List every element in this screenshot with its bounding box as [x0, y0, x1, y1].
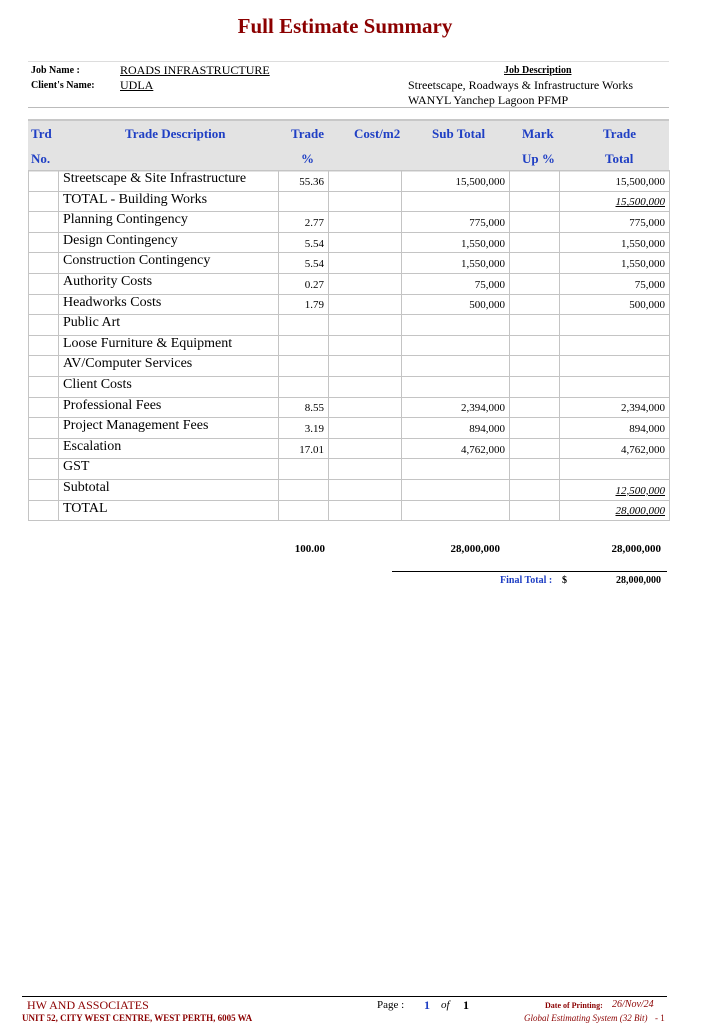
sub-total-cell: 1,550,000 — [402, 232, 510, 253]
table-row — [29, 171, 670, 192]
trd-no-cell — [29, 294, 59, 315]
table-row — [29, 212, 670, 233]
trade-description-cell: TOTAL — [59, 500, 279, 521]
trade-pct-cell — [279, 459, 329, 480]
job-description-line2: WANYL Yanchep Lagoon PFMP — [408, 93, 569, 107]
header-sub-total: Sub Total — [432, 126, 486, 141]
trd-no-cell — [29, 438, 59, 459]
cost-m2-cell — [329, 459, 402, 480]
mark-up-cell — [510, 500, 560, 521]
mark-up-cell — [510, 232, 560, 253]
trd-no-cell — [29, 418, 59, 439]
header-trade-total: Trade — [603, 126, 636, 141]
footer-address: UNIT 52, CITY WEST CENTRE, WEST PERTH, 6005 WA — [22, 1013, 253, 1023]
footer-date-label: Date of Printing: — [545, 1001, 603, 1010]
table-row — [29, 500, 670, 521]
trade-total-cell: 500,000 — [560, 294, 670, 315]
final-total-label: Final Total : — [500, 575, 553, 586]
trd-no-cell — [29, 212, 59, 233]
trd-no-cell — [29, 376, 59, 397]
trade-pct-cell — [279, 335, 329, 356]
job-description-label: Job Description — [504, 65, 572, 76]
trade-total-cell: 12,500,000 — [560, 479, 670, 500]
page-title: Full Estimate Summary — [237, 14, 453, 38]
trd-no-cell — [29, 479, 59, 500]
sub-total-cell: 75,000 — [402, 273, 510, 294]
client-name-value: UDLA — [120, 78, 154, 92]
header-mark: Mark — [522, 126, 554, 141]
table-row — [29, 459, 670, 480]
table-row — [29, 335, 670, 356]
trade-pct-cell — [279, 479, 329, 500]
job-name-value: ROADS INFRASTRUCTURE — [120, 63, 270, 77]
trd-no-cell — [29, 171, 59, 192]
trade-total-cell — [560, 315, 670, 336]
trade-description-cell: Loose Furniture & Equipment — [59, 335, 279, 356]
trd-no-cell — [29, 335, 59, 356]
mark-up-cell — [510, 273, 560, 294]
mark-up-cell — [510, 212, 560, 233]
cost-m2-cell — [329, 438, 402, 459]
client-name-label: Client's Name: — [31, 80, 95, 91]
trade-pct-cell — [279, 315, 329, 336]
header-mark-up-pct: Up % — [522, 151, 555, 166]
trd-no-cell — [29, 500, 59, 521]
cost-m2-cell — [329, 273, 402, 294]
trade-description-cell: Subtotal — [59, 479, 279, 500]
cost-m2-cell — [329, 232, 402, 253]
trade-description-cell: Public Art — [59, 315, 279, 336]
trade-pct-cell: 55.36 — [279, 171, 329, 192]
job-name-label: Job Name : — [31, 65, 80, 76]
trade-description-cell: GST — [59, 459, 279, 480]
cost-m2-cell — [329, 479, 402, 500]
trade-description-cell: Project Management Fees — [59, 418, 279, 439]
sub-total-cell — [402, 315, 510, 336]
trade-description-cell: Headworks Costs — [59, 294, 279, 315]
table-row — [29, 479, 670, 500]
table-row — [29, 253, 670, 274]
header-trade-pct: % — [301, 151, 314, 166]
mark-up-cell — [510, 253, 560, 274]
footer-page-total: 1 — [463, 998, 469, 1012]
trade-description-cell: Client Costs — [59, 376, 279, 397]
mark-up-cell — [510, 397, 560, 418]
trd-no-cell — [29, 356, 59, 377]
mark-up-cell — [510, 418, 560, 439]
footer-page-number: 1 — [424, 998, 430, 1012]
mark-up-cell — [510, 479, 560, 500]
trade-pct-cell: 0.27 — [279, 273, 329, 294]
trd-no-cell — [29, 191, 59, 212]
mark-up-cell — [510, 459, 560, 480]
trade-description-cell: Professional Fees — [59, 397, 279, 418]
trd-no-cell — [29, 397, 59, 418]
cost-m2-cell — [329, 171, 402, 192]
table-row — [29, 356, 670, 377]
final-total-rule — [392, 571, 667, 572]
trade-total-cell — [560, 335, 670, 356]
sub-total-cell: 15,500,000 — [402, 171, 510, 192]
total-sub-total: 28,000,000 — [450, 543, 500, 555]
trade-total-cell: 4,762,000 — [560, 438, 670, 459]
table-row — [29, 397, 670, 418]
trade-total-cell: 15,500,000 — [560, 171, 670, 192]
header-no: No. — [31, 151, 51, 166]
trade-pct-cell: 3.19 — [279, 418, 329, 439]
mark-up-cell — [510, 376, 560, 397]
cost-m2-cell — [329, 294, 402, 315]
final-total-currency: $ — [562, 575, 567, 586]
trade-pct-cell: 8.55 — [279, 397, 329, 418]
sub-total-cell — [402, 191, 510, 212]
table-row — [29, 315, 670, 336]
trade-total-cell: 75,000 — [560, 273, 670, 294]
trade-pct-cell — [279, 191, 329, 212]
header-trade: Trade — [291, 126, 324, 141]
table-row — [29, 232, 670, 253]
trd-no-cell — [29, 315, 59, 336]
trade-description-cell: Planning Contingency — [59, 212, 279, 233]
footer-date: 26/Nov/24 — [612, 999, 654, 1010]
trade-description-cell: Design Contingency — [59, 232, 279, 253]
trade-description-cell: Streetscape & Site Infrastructure — [59, 171, 279, 192]
trade-pct-cell — [279, 356, 329, 377]
table-row — [29, 294, 670, 315]
sub-total-cell — [402, 335, 510, 356]
cost-m2-cell — [329, 418, 402, 439]
trade-total-cell: 2,394,000 — [560, 397, 670, 418]
trade-pct-cell: 2.77 — [279, 212, 329, 233]
cost-m2-cell — [329, 253, 402, 274]
final-total-value: 28,000,000 — [616, 575, 661, 586]
mark-up-cell — [510, 294, 560, 315]
trd-no-cell — [29, 232, 59, 253]
mark-up-cell — [510, 335, 560, 356]
trade-total-cell: 1,550,000 — [560, 232, 670, 253]
cost-m2-cell — [329, 212, 402, 233]
trade-total-cell — [560, 376, 670, 397]
job-details — [28, 61, 669, 108]
sub-total-cell: 500,000 — [402, 294, 510, 315]
footer-page-suffix: - 1 — [655, 1013, 665, 1023]
mark-up-cell — [510, 315, 560, 336]
sub-total-cell — [402, 356, 510, 377]
cost-m2-cell — [329, 376, 402, 397]
table-row — [29, 273, 670, 294]
trade-pct-cell: 5.54 — [279, 232, 329, 253]
trade-description-cell: Escalation — [59, 438, 279, 459]
mark-up-cell — [510, 356, 560, 377]
job-description-line1: Streetscape, Roadways & Infrastructure Works — [408, 78, 634, 92]
sub-total-cell: 775,000 — [402, 212, 510, 233]
header-trd: Trd — [31, 126, 52, 141]
sub-total-cell — [402, 500, 510, 521]
trade-total-cell: 15,500,000 — [560, 191, 670, 212]
cost-m2-cell — [329, 500, 402, 521]
trade-description-cell: TOTAL - Building Works — [59, 191, 279, 212]
trade-pct-cell — [279, 500, 329, 521]
footer-system: Global Estimating System (32 Bit) — [524, 1013, 648, 1023]
trade-description-cell: Construction Contingency — [59, 253, 279, 274]
footer-company: HW AND ASSOCIATES — [27, 998, 149, 1012]
trade-total-cell — [560, 459, 670, 480]
mark-up-cell — [510, 191, 560, 212]
trade-pct-cell — [279, 376, 329, 397]
sub-total-cell: 4,762,000 — [402, 438, 510, 459]
cost-m2-cell — [329, 191, 402, 212]
footer-of: of — [441, 999, 450, 1011]
footer-rule — [22, 996, 667, 997]
mark-up-cell — [510, 438, 560, 459]
sub-total-cell — [402, 459, 510, 480]
total-trade-total: 28,000,000 — [611, 543, 661, 555]
header-trade-description: Trade Description — [125, 126, 226, 141]
mark-up-cell — [510, 171, 560, 192]
trade-pct-cell: 5.54 — [279, 253, 329, 274]
trade-total-cell: 894,000 — [560, 418, 670, 439]
sub-total-cell: 1,550,000 — [402, 253, 510, 274]
sub-total-cell: 894,000 — [402, 418, 510, 439]
trade-pct-cell: 17.01 — [279, 438, 329, 459]
trd-no-cell — [29, 253, 59, 274]
cost-m2-cell — [329, 356, 402, 377]
table-row — [29, 438, 670, 459]
trade-total-cell: 1,550,000 — [560, 253, 670, 274]
total-trade-pct: 100.00 — [294, 543, 325, 555]
trade-total-cell — [560, 356, 670, 377]
trade-description-cell: Authority Costs — [59, 273, 279, 294]
footer-page-label: Page : — [377, 999, 405, 1011]
cost-m2-cell — [329, 397, 402, 418]
trade-total-cell: 775,000 — [560, 212, 670, 233]
sub-total-cell: 2,394,000 — [402, 397, 510, 418]
header-total: Total — [605, 151, 634, 166]
sub-total-cell — [402, 479, 510, 500]
cost-m2-cell — [329, 315, 402, 336]
table-row — [29, 376, 670, 397]
header-cost-m2: Cost/m2 — [354, 126, 401, 141]
cost-m2-cell — [329, 335, 402, 356]
table-row — [29, 418, 670, 439]
trd-no-cell — [29, 459, 59, 480]
sub-total-cell — [402, 376, 510, 397]
trade-description-cell: AV/Computer Services — [59, 356, 279, 377]
trade-pct-cell: 1.79 — [279, 294, 329, 315]
table-header — [28, 119, 669, 172]
trd-no-cell — [29, 273, 59, 294]
table-row — [29, 191, 670, 212]
trade-total-cell: 28,000,000 — [560, 500, 670, 521]
estimate-table — [28, 170, 670, 521]
